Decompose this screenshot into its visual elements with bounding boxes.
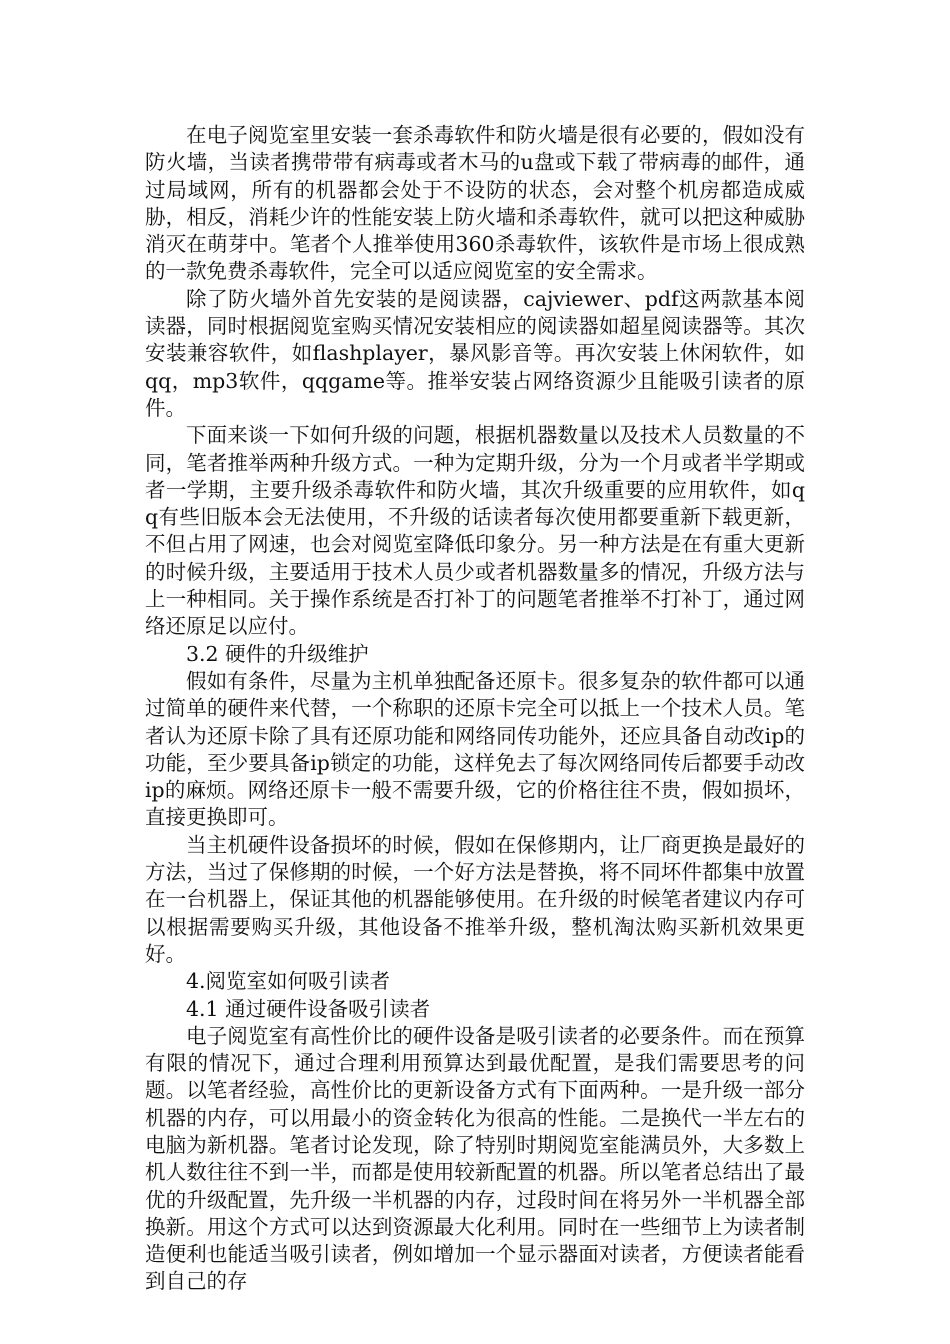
section-heading-4-1: 4.1 通过硬件设备吸引读者 [186, 996, 431, 1021]
paragraph-readers: 除了防火墙外首先安装的是阅读器，cajviewer、pdf这两款基本阅读器，同时根据阅览室购买情况安装相应的阅读器如超星阅读器等。其次安装兼容软件，如flashplayer，暴风影音等。再次安装上休闲软件，如qq，mp3软件，qqgame等。推举安装占网络资源少且能吸引读者的原件。 [145, 286, 805, 420]
paragraph-upgrade: 下面来谈一下如何升级的问题，根据机器数量以及技术人员数量的不同，笔者推举两种升级方式。一种为定期升级，分为一个月或者半学期或者一学期，主要升级杀毒软件和防火墙，其次升级重要的应用软件，如qq有些旧版本会无法使用，不升级的话读者每次使用都要重新下载更新，不但占用了网速，也会对阅览室降低印象分。另一种方法是在有重大更新的时候升级，主要适用于技术人员少或者机器数量多的情况，升级方法与上一种相同。关于操作系统是否打补丁的问题笔者推举不打补丁，通过网络还原足以应付。 [145, 423, 805, 639]
paragraph-hardware-repair: 当主机硬件设备损坏的时候，假如在保修期内，让厂商更换是最好的方法，当过了保修期的时候，一个好方法是替换，将不同坏件都集中放置在一台机器上，保证其他的机器能够使用。在升级的时候笔者建议内存可以根据需要购买升级，其他设备不推举升级，整机淘汰购买新机效果更好。 [145, 832, 805, 966]
paragraph-hardware-attract: 电子阅览室有高性价比的硬件设备是吸引读者的必要条件。而在预算有限的情况下，通过合理利用预算达到最优配置，是我们需要思考的问题。以笔者经验，高性价比的更新设备方式有下面两种。一是升级一部分机器的内存，可以用最小的资金转化为很高的性能。二是换代一半左右的电脑为新机器。笔者讨论发现，除了特别时期阅览室能满员外，大多数上机人数往往不到一半，而都是使用较新配置的机器。所以笔者总结出了最优的升级配置，先升级一半机器的内存，过段时间在将另外一半机器全部换新。用这个方式可以达到资源最大化利用。同时在一些细节上为读者制造便利也能适当吸引读者，例如增加一个显示器面对读者，方便读者能看到自己的存 [145, 1023, 805, 1294]
section-heading-4: 4.阅览室如何吸引读者 [186, 969, 391, 994]
document-page [145, 122, 805, 1296]
section-heading-3-2: 3.2 硬件的升级维护 [186, 641, 369, 666]
paragraph-restore-card: 假如有条件，尽量为主机单独配备还原卡。很多复杂的软件都可以通过简单的硬件来代替，一个称职的还原卡完全可以抵上一个技术人员。笔者认为还原卡除了具有还原功能和网络同传功能外，还应具备自动改ip的功能，至少要具备ip锁定的功能，这样免去了每次网络同传后都要手动改ip的麻烦。网络还原卡一般不需要升级，它的价格往往不贵，假如损坏，直接更换即可。 [145, 668, 805, 830]
paragraph-antivirus: 在电子阅览室里安装一套杀毒软件和防火墙是很有必要的，假如没有防火墙，当读者携带带有病毒或者木马的u盘或下载了带病毒的邮件，通过局域网，所有的机器都会处于不设防的状态，会对整个机房都造成威胁，相反，消耗少许的性能安装上防火墙和杀毒软件，就可以把这种威胁消灭在萌芽中。笔者个人推举使用360杀毒软件，该软件是市场上很成熟的一款免费杀毒软件，完全可以适应阅览室的安全需求。 [145, 123, 805, 284]
